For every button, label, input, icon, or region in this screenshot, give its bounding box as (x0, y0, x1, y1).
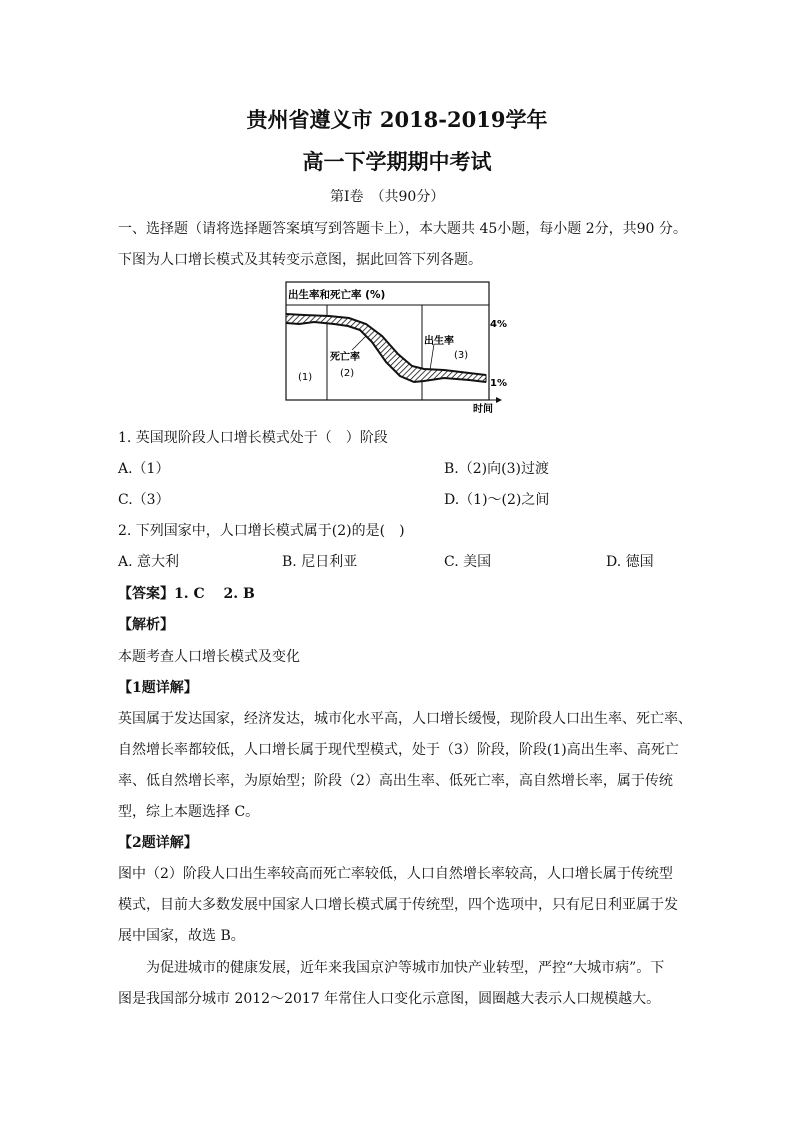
detail-1-heading: 【1题详解】 (118, 680, 198, 696)
population-transition-figure (274, 278, 514, 416)
q1-option-d: D.（1)～(2)之间 (444, 492, 550, 508)
detail-1-line-3: 率、低自然增长率，为原始型；阶段（2）高出生率、低死亡率，高自然增长率，属于传统 (118, 773, 673, 789)
figure-ylabel: 出生率和死亡率 (%) (288, 289, 386, 301)
detail-1-line-2: 自然增长率都较低，人口增长属于现代型模式，处于（3）阶段，阶段(1)高出生率、高死亡 (118, 742, 679, 758)
birth-leader (430, 344, 434, 370)
answer-line: 【答案】1. C 2. B (118, 586, 255, 602)
stage-1-label: (1) (298, 372, 313, 383)
stage-2-label: (2) (340, 368, 355, 379)
death-leader (352, 336, 366, 350)
detail-1-line-1: 英国属于发达国家，经济发达，城市化水平高，人口增长缓慢，现阶段人口出生率、死亡率、 (118, 711, 692, 727)
q2-option-b: B. 尼日利亚 (282, 554, 358, 570)
analysis-text: 本题考查人口增长模式及变化 (118, 649, 300, 665)
q1-option-b: B.（2)向(3)过渡 (444, 461, 549, 477)
tick-1-percent: 1% (490, 378, 507, 389)
death-rate-label: 死亡率 (330, 352, 360, 363)
detail-2-line-2: 模式，目前大多数发展中国家人口增长模式属于传统型，四个选项中，只有尼日利亚属于发 (118, 897, 678, 913)
figure-intro: 下图为人口增长模式及其转变示意图，据此回答下列各题。 (118, 252, 482, 268)
x-axis-arrowhead (496, 397, 502, 403)
detail-2-line-3: 展中国家，故选 B。 (118, 928, 245, 944)
detail-1-line-4: 型，综上本题选择 C。 (118, 804, 260, 820)
q2-option-d: D. 德国 (606, 554, 654, 570)
q1-option-a: A.（1） (118, 461, 170, 477)
volume-heading: 第Ⅰ卷 （共90分） (330, 189, 445, 205)
stage-3-label: (3) (454, 350, 469, 361)
figure-xlabel: 时间 (473, 404, 493, 415)
q2-option-a: A. 意大利 (118, 554, 180, 570)
doc-title: 贵州省遵义市 2018-2019学年 (246, 107, 548, 132)
analysis-heading: 【解析】 (118, 617, 174, 633)
next-intro-line-1: 为促进城市的健康发展，近年来我国京沪等城市加快产业转型，严控“大城市病”。下 (146, 960, 665, 976)
next-intro-line-2: 图是我国部分城市 2012～2017 年常住人口变化示意图，圆圈越大表示人口规模越大。 (118, 991, 661, 1007)
question-1-stem: 1. 英国现阶段人口增长模式处于（ ）阶段 (118, 430, 388, 446)
doc-subtitle: 高一下学期期中考试 (302, 149, 492, 174)
tick-4-percent: 4% (490, 319, 507, 330)
birth-rate-label: 出生率 (424, 336, 454, 347)
detail-2-heading: 【2题详解】 (118, 835, 198, 851)
q2-option-c: C. 美国 (444, 554, 492, 570)
question-2-stem: 2. 下列国家中，人口增长模式属于(2)的是( ) (118, 523, 405, 539)
q1-option-c: C.（3） (118, 492, 170, 508)
detail-2-line-1: 图中（2）阶段人口出生率较高而死亡率较低，人口自然增长率较高，人口增长属于传统型 (118, 866, 673, 882)
section-instructions: 一、选择题（请将选择题答案填写到答题卡上），本大题共 45小题，每小题 2分，共90 分。 (118, 221, 687, 237)
